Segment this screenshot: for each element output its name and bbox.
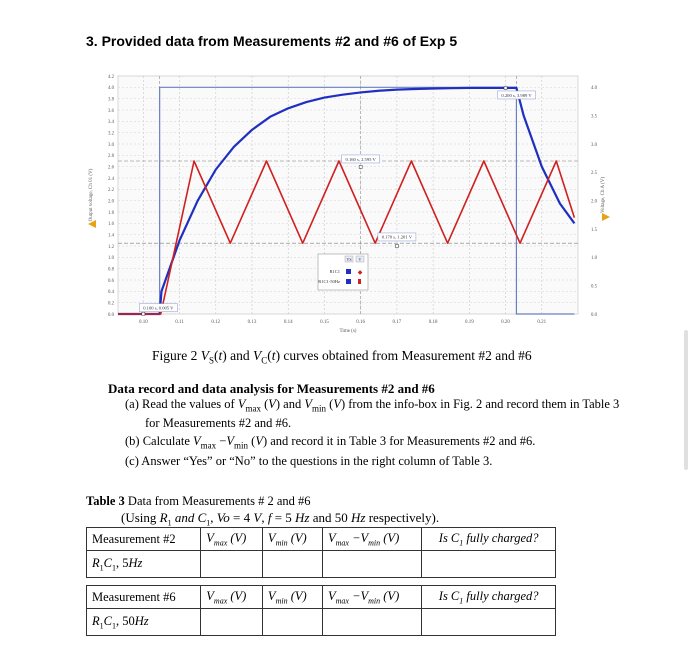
y-tick-label-left: 4.0	[108, 86, 114, 92]
y-tick-label-right: 1.5	[591, 227, 597, 233]
vdiff-header: $V_{max} -V_{min}$ (V)	[322, 586, 421, 609]
x-tick-label: 0.21	[537, 320, 547, 325]
y-axis-left-label: Output voltage, Ch 01 (V)	[89, 168, 94, 222]
instruction-a: (a) Read the values of $V_{max}$ (V) and $V_{min}$ (V) from the info-box in Fig. 2 and record them in Table 3	[125, 397, 620, 414]
y-tick-label-left: 3.4	[108, 120, 114, 126]
legend-swatch-r1c1-50hz	[346, 279, 351, 284]
x-tick-label: 0.18	[428, 320, 438, 325]
y-tick-label-left: 2.6	[108, 165, 114, 171]
measurement-2-label: Measurement #2	[87, 528, 201, 551]
y-tick-label-left: 1.2	[108, 244, 114, 250]
vmax-header: $V_{max}$ (V)	[201, 586, 263, 609]
x-tick-label: 0.20	[501, 320, 510, 325]
vmin-header: $V_{min}$ (V)	[262, 528, 322, 551]
vmax-input-cell[interactable]	[201, 609, 263, 636]
y-tick-label-right: 4.0	[591, 86, 597, 92]
instruction-b: (b) Calculate $V_{max} -V_{min}$ (V) and record it in Table 3 for Measurements #2 and #6.	[125, 434, 536, 451]
vdiff-input-cell[interactable]	[322, 609, 421, 636]
table-caption-rest: Data from Measurements # 2 and #6	[124, 494, 311, 508]
section-heading: 3. Provided data from Measurements #2 and #6 of Exp 5	[86, 33, 458, 49]
y-tick-label-left: 2.8	[108, 154, 114, 160]
annotation-label: 0.160 s, 2.595 V	[345, 156, 376, 162]
legend-marker-icon: ◆	[357, 270, 363, 276]
y-tick-label-right: 0.5	[591, 284, 597, 290]
table-caption	[86, 494, 311, 509]
x-tick-label: 0.12	[211, 320, 221, 325]
vmin-input-cell[interactable]	[262, 609, 322, 636]
x-tick-label: 0.15	[320, 320, 329, 325]
annotation-point	[359, 165, 362, 168]
y-tick-label-left: 1.8	[108, 210, 114, 216]
y-tick-label-right: 2.5	[591, 171, 597, 177]
vdiff-header: $V_{max} -V_{min}$ (V)	[322, 528, 421, 551]
charged-question-header: Is $C_1$ fully charged?	[422, 528, 556, 551]
instruction-c: (c) Answer “Yes” or “No” to the questions in the right column of Table 3.	[125, 454, 493, 468]
y-axis-right-label: Voltage, Ch A (V)	[601, 176, 606, 214]
x-tick-label: 0.11	[175, 320, 184, 325]
table-caption-bold: Table 3	[86, 494, 125, 508]
figure-caption: Figure 2 $V_S(t)$ and $V_C(t)$ curves obtained from Measurement #2 and #6	[152, 348, 532, 366]
y-tick-label-left: 0.0	[108, 312, 114, 318]
vdiff-input-cell[interactable]	[322, 551, 421, 578]
scrollbar[interactable]	[684, 330, 688, 470]
annotation-label: 0.170 s, 1.201 V	[381, 234, 413, 240]
row-label-r1c1-50hz: $R_1C_1$, 50Hz	[87, 609, 201, 636]
y-tick-label-right: 1.0	[591, 256, 597, 262]
vmin-input-cell[interactable]	[262, 551, 322, 578]
y-tick-label-left: 0.4	[108, 290, 114, 296]
y-tick-label-left: 2.0	[108, 199, 114, 205]
legend-item-r1c1: R1C1	[329, 269, 340, 274]
annotation-point	[395, 244, 398, 247]
y-tick-label-right: 3.5	[591, 114, 597, 120]
y-tick-label-right: 3.0	[591, 142, 597, 148]
x-tick-label: 0.13	[247, 320, 257, 325]
vmax-header: $V_{max}$ (V)	[201, 528, 263, 551]
y-tick-label-left: 3.2	[108, 131, 114, 137]
charged-question-header: Is $C_1$ fully charged?	[422, 586, 556, 609]
y-tick-label-left: 0.8	[108, 267, 114, 273]
x-tick-label: 0.17	[392, 320, 402, 325]
y-tick-label-right: 0.0	[591, 312, 597, 318]
y-tick-label-left: 1.4	[108, 233, 114, 239]
x-tick-label: 0.19	[464, 320, 474, 325]
annotation-point	[504, 86, 507, 89]
legend-header-vs: VS	[346, 257, 352, 262]
measurement-2-table	[86, 527, 556, 578]
instruction-a-cont: for Measurements #2 and #6.	[145, 416, 292, 430]
row-label-r1c1-5hz: $R_1C_1$, 5Hz	[87, 551, 201, 578]
x-tick-label: 0.16	[356, 320, 366, 325]
measurement-6-table	[86, 585, 556, 636]
data-section-title: Data record and data analysis for Measurements #2 and #6	[108, 381, 435, 396]
annotation-point	[142, 312, 145, 315]
y-tick-label-left: 3.6	[108, 108, 114, 114]
x-axis-label: Time (s)	[339, 329, 357, 334]
y-tick-label-left: 2.2	[108, 188, 114, 194]
y-tick-label-left: 4.2	[108, 74, 114, 80]
y-tick-label-left: 1.6	[108, 222, 114, 228]
measurement-6-label: Measurement #6	[87, 586, 201, 609]
legend-swatch-r1c1	[346, 269, 351, 274]
y-tick-label-left: 3.0	[108, 142, 114, 148]
vmax-input-cell[interactable]	[201, 551, 263, 578]
voltage-chart	[84, 62, 614, 340]
vmin-header: $V_{min}$ (V)	[262, 586, 322, 609]
y-tick-label-left: 0.6	[108, 278, 114, 284]
legend-header-v: V	[358, 257, 362, 262]
y-tick-label-left: 2.4	[108, 176, 114, 182]
y-tick-label-left: 0.2	[108, 301, 114, 307]
y-tick-label-left: 1.0	[108, 256, 114, 262]
charged-answer-cell[interactable]	[422, 551, 556, 578]
annotation-label: 0.200 s, 3.989 V	[501, 92, 532, 98]
x-tick-label: 0.14	[283, 320, 293, 325]
table-subtitle: (Using $R_1$ and $C_1$, Vo = 4 V, f = 5 Hz and 50 Hz respectively).	[121, 510, 440, 528]
legend-swatch-red	[358, 279, 361, 284]
y-tick-label-left: 3.8	[108, 97, 114, 103]
x-tick-label: 0.10	[138, 320, 148, 325]
annotation-label: 0.100 s, 0.005 V	[143, 305, 174, 311]
y-tick-label-right: 2.0	[591, 199, 597, 205]
charged-answer-cell[interactable]	[422, 609, 556, 636]
chart-legend	[318, 254, 368, 290]
legend-item-r1c1-50hz: R1C1-50Hz	[318, 279, 340, 284]
